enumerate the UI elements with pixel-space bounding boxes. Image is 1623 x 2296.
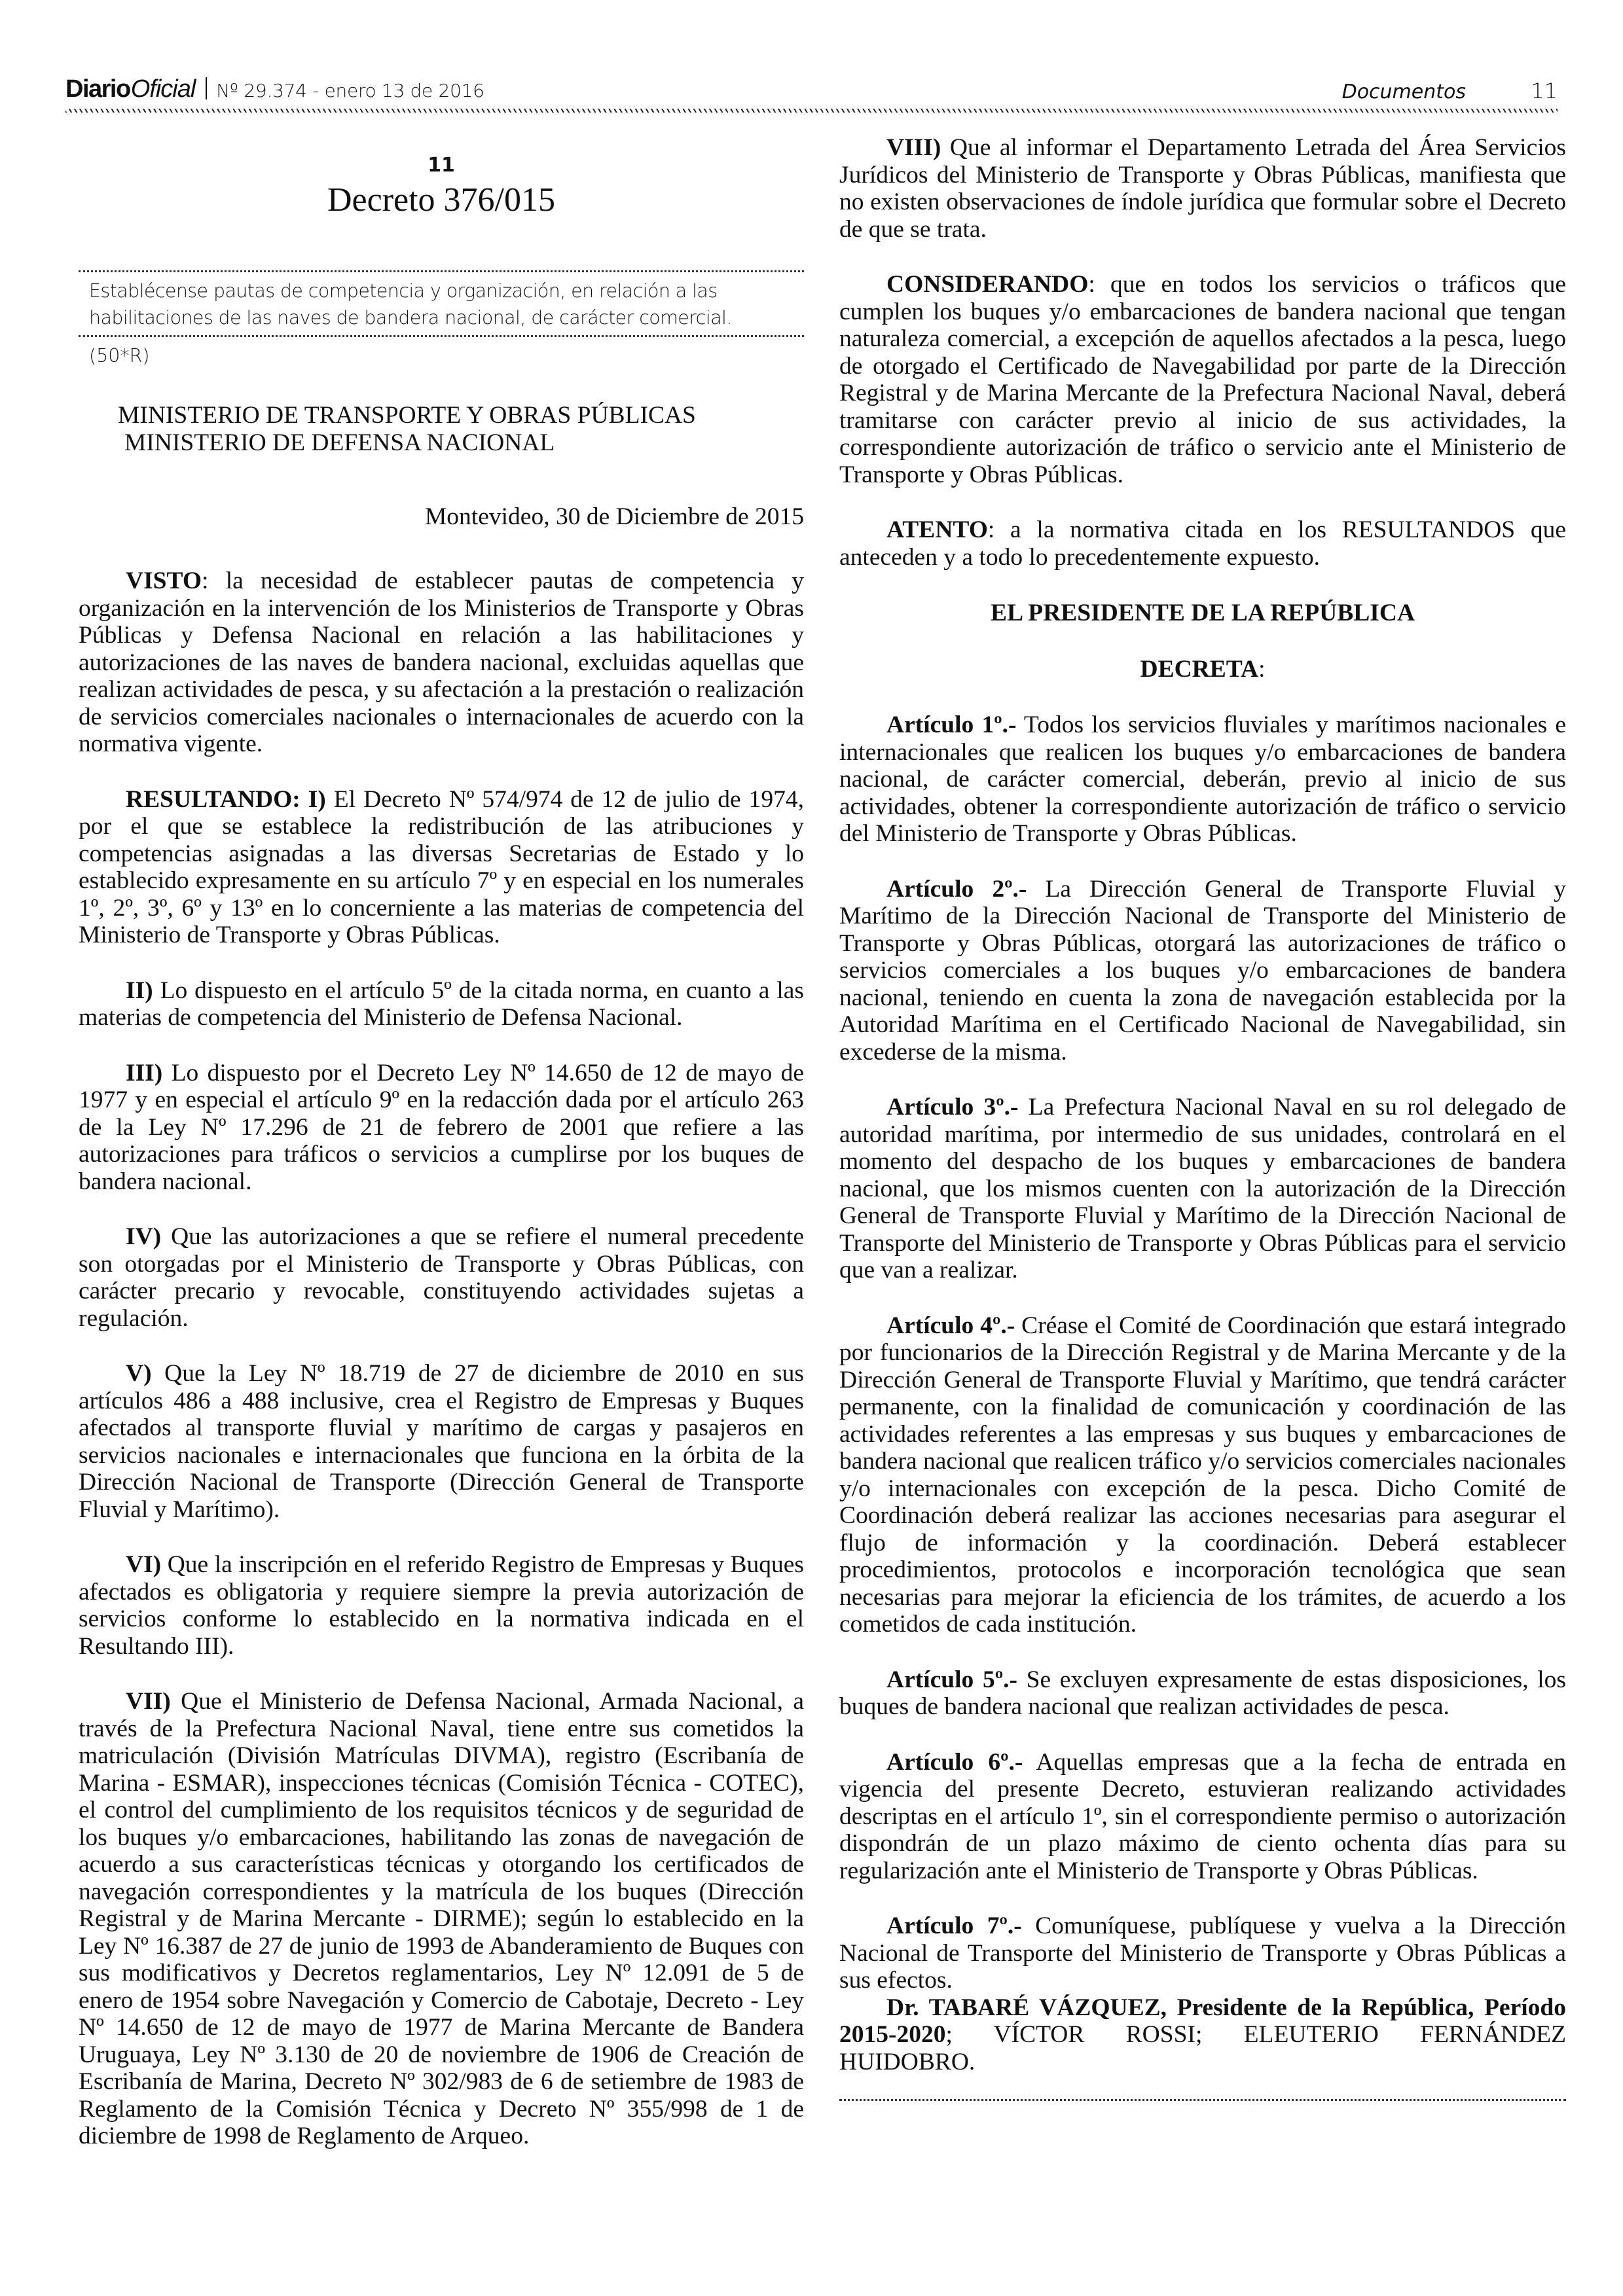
- article-paragraph: Artículo 7º.- Comuníquese, publíquese y vuelva a la Dirección Nacional de Transporte del Ministerio de Transporte y Obras Públicas a sus efectos.: [839, 1912, 1566, 1994]
- page-header: [65, 71, 1558, 106]
- signature-ministers: ; VÍCTOR ROSSI; ELEUTERIO FERNÁNDEZ HUIDOBRO.: [839, 2021, 1566, 2075]
- decree-summary: Establécense pautas de competencia y organización, en relación a las habilitaciones de las naves de bandera nacional, de carácter comercial.: [89, 280, 732, 329]
- considerando-paragraph: CONSIDERANDO: que en todos los servicios o tráficos que cumplen los buques y/o embarcaciones de bandera nacional que tengan naturaleza comercial, a excepción de aquellos afectados a la pesca, luego de otorgado el Certificado de Navegabilidad por parte de la Dirección Registral y de Marina Mercante de la Prefectura Nacional Naval, deberá tramitarse con carácter previo al inicio de sus actividades, la correspondiente autorización de tráfico o servicio ante el Ministerio de Transporte y Obras Públicas.: [839, 271, 1566, 488]
- resultando-paragraph: VI) Que la inscripción en el referido Registro de Empresas y Buques afectados es obligatoria y requiere siempre la previa autorización de servicios conforme lo establecido en la normativa indicada en el Resultando III).: [79, 1551, 804, 1660]
- summary-box: [79, 270, 804, 337]
- resultando-paragraph: V) Que la Ley Nº 18.719 de 27 de diciembre de 2010 en sus artículos 486 a 488 inclusive, crea el Registro de Empresas y Buques afectados al transporte fluvial y marítimo de cargas y pasajeros en servicios nacionales e internacionales que funciona en la órbita de la Dirección Nacional de Transporte (Dirección General de Transporte Fluvial y Marítimo).: [79, 1360, 804, 1523]
- ministries-block: [118, 402, 804, 457]
- page-number: 11: [1531, 79, 1558, 103]
- president-heading: EL PRESIDENTE DE LA REPÚBLICA: [990, 600, 1415, 626]
- article-label: Artículo 5º.-: [886, 1666, 1017, 1693]
- issue-info: Nº 29.374 - enero 13 de 2016: [216, 80, 484, 101]
- visto-label: VISTO: [126, 567, 202, 594]
- resultando-label: RESULTANDO: I): [126, 785, 326, 813]
- article-label: Artículo 7º.-: [886, 1912, 1022, 1939]
- decreta-heading: DECRETA:: [1140, 656, 1266, 683]
- brand-diario: Diario: [65, 75, 130, 103]
- brand-oficial: Oficial: [130, 75, 196, 103]
- considerando-label: CONSIDERANDO: [886, 271, 1089, 298]
- resultando-paragraph: IV) Que las autorizaciones a que se refiere el numeral precedente son otorgadas por el Ministerio de Transporte y Obras Públicas, con carácter precario y revocable, constituyendo actividades sujetas a regulación.: [79, 1223, 804, 1332]
- resultando-label: III): [126, 1059, 163, 1086]
- article-label: Artículo 6º.-: [886, 1748, 1023, 1776]
- resultando-paragraph: III) Lo dispuesto por el Decreto Ley Nº 14.650 de 12 de mayo de 1977 y en especial el artículo 9º en la redacción dada por el artículo 263 de la Ley Nº 17.296 de 21 de febrero de 2001 que refiere a las autorizaciones para tráficos o servicios a cumplirse por los buques de bandera nacional.: [79, 1059, 804, 1195]
- dotted-divider: [79, 335, 804, 337]
- place-date: Montevideo, 30 de Diciembre de 2015: [424, 503, 804, 530]
- article-paragraph: Artículo 4º.- Créase el Comité de Coordinación que estará integrado por funcionarios de la Dirección Registral y de Marina Mercante y de la Dirección General de Transporte Fluvial y Marítimo, que tendrá carácter permanente, con la finalidad de comunicación y coordinación de las actividades referentes a las empresas y sus buques y embarcaciones de bandera nacional que realicen tráfico y/o servicios comerciales nacionales y/o internacionales con excepción de la pesca. Dicho Comité de Coordinación deberá realizar las acciones necesarias para asegurar el flujo de información y la coordinación. Deberá establecer procedimientos, protocolos e incorporación tecnológica que sean necesarias para mejorar la eficiencia de los trámites, de acuerdo a los cometidos de cada institución.: [839, 1312, 1566, 1638]
- resultando-label: II): [126, 977, 153, 1004]
- atento-paragraph: ATENTO: a la normativa citada en los RESULTANDOS que anteceden y a todo lo precedentemente expuesto.: [839, 516, 1566, 571]
- resultando-paragraph: RESULTANDO: I) El Decreto Nº 574/974 de 12 de julio de 1974, por el que se establece la redistribución de las atribuciones y competencias asignadas a las diversas Secretarias de Estado y lo establecido expresamente en su artículo 7º y en especial en los numerales 1º, 2º, 3º, 6º y 13º en lo concerniente a las materias de competencia del Ministerio de Transporte y Obras Públicas.: [79, 785, 805, 948]
- article-label: Artículo 4º.-: [886, 1312, 1015, 1339]
- ministry-name: MINISTERIO DE TRANSPORTE Y OBRAS PÚBLICAS: [118, 402, 696, 429]
- visto-paragraph: VISTO: la necesidad de establecer pautas de competencia y organización en la intervención de los Ministerios de Transporte y Obras Públicas y Defensa Nacional en relación a las habilitaciones y autorizaciones de las naves de bandera nacional, excluidas aquellas que realizan actividades de pesca, y su afectación a la prestación o realización de servicios comerciales nacionales o internacionales de acuerdo con la normativa vigente.: [79, 567, 804, 757]
- right-column: [839, 134, 1566, 2101]
- article-paragraph: Artículo 1º.- Todos los servicios fluviales y marítimos nacionales e internacionales que realicen los buques y/o embarcaciones de bandera nacional, de carácter comercial, deberán, previo al inicio de sus actividades, obtener la correspondiente autorización de tráfico o servicio del Ministerio de Transporte y Obras Públicas.: [839, 711, 1566, 847]
- resultando-paragraph: II) Lo dispuesto en el artículo 5º de la citada norma, en cuanto a las materias de competencia del Ministerio de Defensa Nacional.: [79, 977, 804, 1031]
- section-name: Documentos: [1341, 81, 1466, 103]
- article-paragraph: Artículo 2º.- La Dirección General de Transporte Fluvial y Marítimo de la Dirección Nacional de Transporte del Ministerio de Transporte y Obras Públicas, otorgará las autorizaciones de tráfico o servicios comerciales a los buques y/o embarcaciones de bandera nacional, teniendo en cuenta la zona de navegación establecida por la Autoridad Marítima en el Certificado Nacional de Navegabilidad, sin excederse de la misma.: [839, 875, 1567, 1066]
- end-divider: [839, 2099, 1566, 2101]
- resultando-label: VIII): [886, 134, 941, 161]
- resultando-paragraph: VII) Que el Ministerio de Defensa Nacional, Armada Nacional, a través de la Prefectura Nacional Naval, tiene entre sus cometidos la matriculación (División Matrículas DIVMA), registro (Escribanía de Marina - ESMAR), inspecciones técnicas (Comisión Técnica - COTEC), el control del cumplimiento de los requisitos técnicos y de seguridad de los buques y/o embarcaciones, habilitando las zonas de navegación de acuerdo a sus características técnicas y otorgando los certificados de navegación correspondientes y la matrícula de los buques (Dirección Registral y de Marina Mercante - DIRME); según lo establecido en la Ley Nº 16.387 de 27 de junio de 1993 de Abanderamiento de Buques con sus modificativos y Decretos reglamentarios, Ley Nº 12.091 de 5 de enero de 1954 sobre Navegación y Comercio de Cabotaje, Decreto - Ley Nº 14.650 de 12 de mayo de 1977 de Marina Mercante de Bandera Uruguaya, Ley Nº 3.130 de 20 de noviembre de 1906 de Creación de Escribanía de Marina, Decreto Nº 302/983 de 6 de setiembre de 1983 de Reglamento de la Comisión Técnica y Decreto Nº 355/998 de 1 de diciembre de 1998 de Reglamento de Arqueo.: [79, 1688, 804, 2149]
- resultando-label: VI): [126, 1551, 162, 1578]
- header-rule: [65, 109, 1558, 113]
- masthead: [65, 75, 484, 103]
- resultando-label: V): [126, 1360, 152, 1387]
- atento-label: ATENTO: [886, 516, 988, 543]
- resultando-label: VII): [126, 1688, 171, 1715]
- article-paragraph: Artículo 3º.- La Prefectura Nacional Naval en su rol delegado de autoridad marítima, por intermedio de sus unidades, controlará en el momento del despacho de los buques y embarcaciones de bandera nacional, que los mismos cuenten con la autorización de la Dirección General de Transporte Fluvial y Marítimo de la Dirección Nacional de Transporte del Ministerio de Transporte y Obras Públicas para el servicio que van a realizar.: [839, 1094, 1566, 1283]
- left-column: [79, 134, 804, 2150]
- article-label: Artículo 1º.-: [886, 711, 1017, 738]
- resultando-paragraph: VIII) Que al informar el Departamento Letrada del Área Servicios Jurídicos del Ministerio de Transporte y Obras Públicas, manifiesta que no existen observaciones de índole jurídica que formular sobre el Decreto de que se trata.: [839, 134, 1566, 243]
- signature-paragraph: [839, 1994, 1566, 2076]
- decree-title: Decreto 376/015: [327, 181, 555, 219]
- ministry-name: MINISTERIO DE DEFENSA NACIONAL: [124, 429, 555, 456]
- document-number: 11: [428, 154, 455, 177]
- signature-president: Dr. TABARÉ VÁZQUEZ, Presidente de la República, Período 2015-2020: [839, 1994, 1566, 2048]
- article-paragraph: Artículo 6º.- Aquellas empresas que a la fecha de entrada en vigencia del presente Decreto, estuvieran realizando actividades descriptas en el artículo 1º, sin el correspondiente permiso o autorización dispondrán de un plazo máximo de ciento ochenta días para su regularización ante el Ministerio de Transporte y Obras Públicas.: [839, 1748, 1566, 1884]
- resultando-label: IV): [126, 1223, 162, 1250]
- article-paragraph: Artículo 5º.- Se excluyen expresamente de estas disposiciones, los buques de bandera nacional que realizan actividades de pesca.: [839, 1666, 1566, 1720]
- article-label: Artículo 2º.-: [886, 875, 1027, 903]
- publication-code: (50*R): [89, 345, 150, 367]
- article-label: Artículo 3º.-: [886, 1094, 1019, 1121]
- masthead-separator: [206, 77, 207, 99]
